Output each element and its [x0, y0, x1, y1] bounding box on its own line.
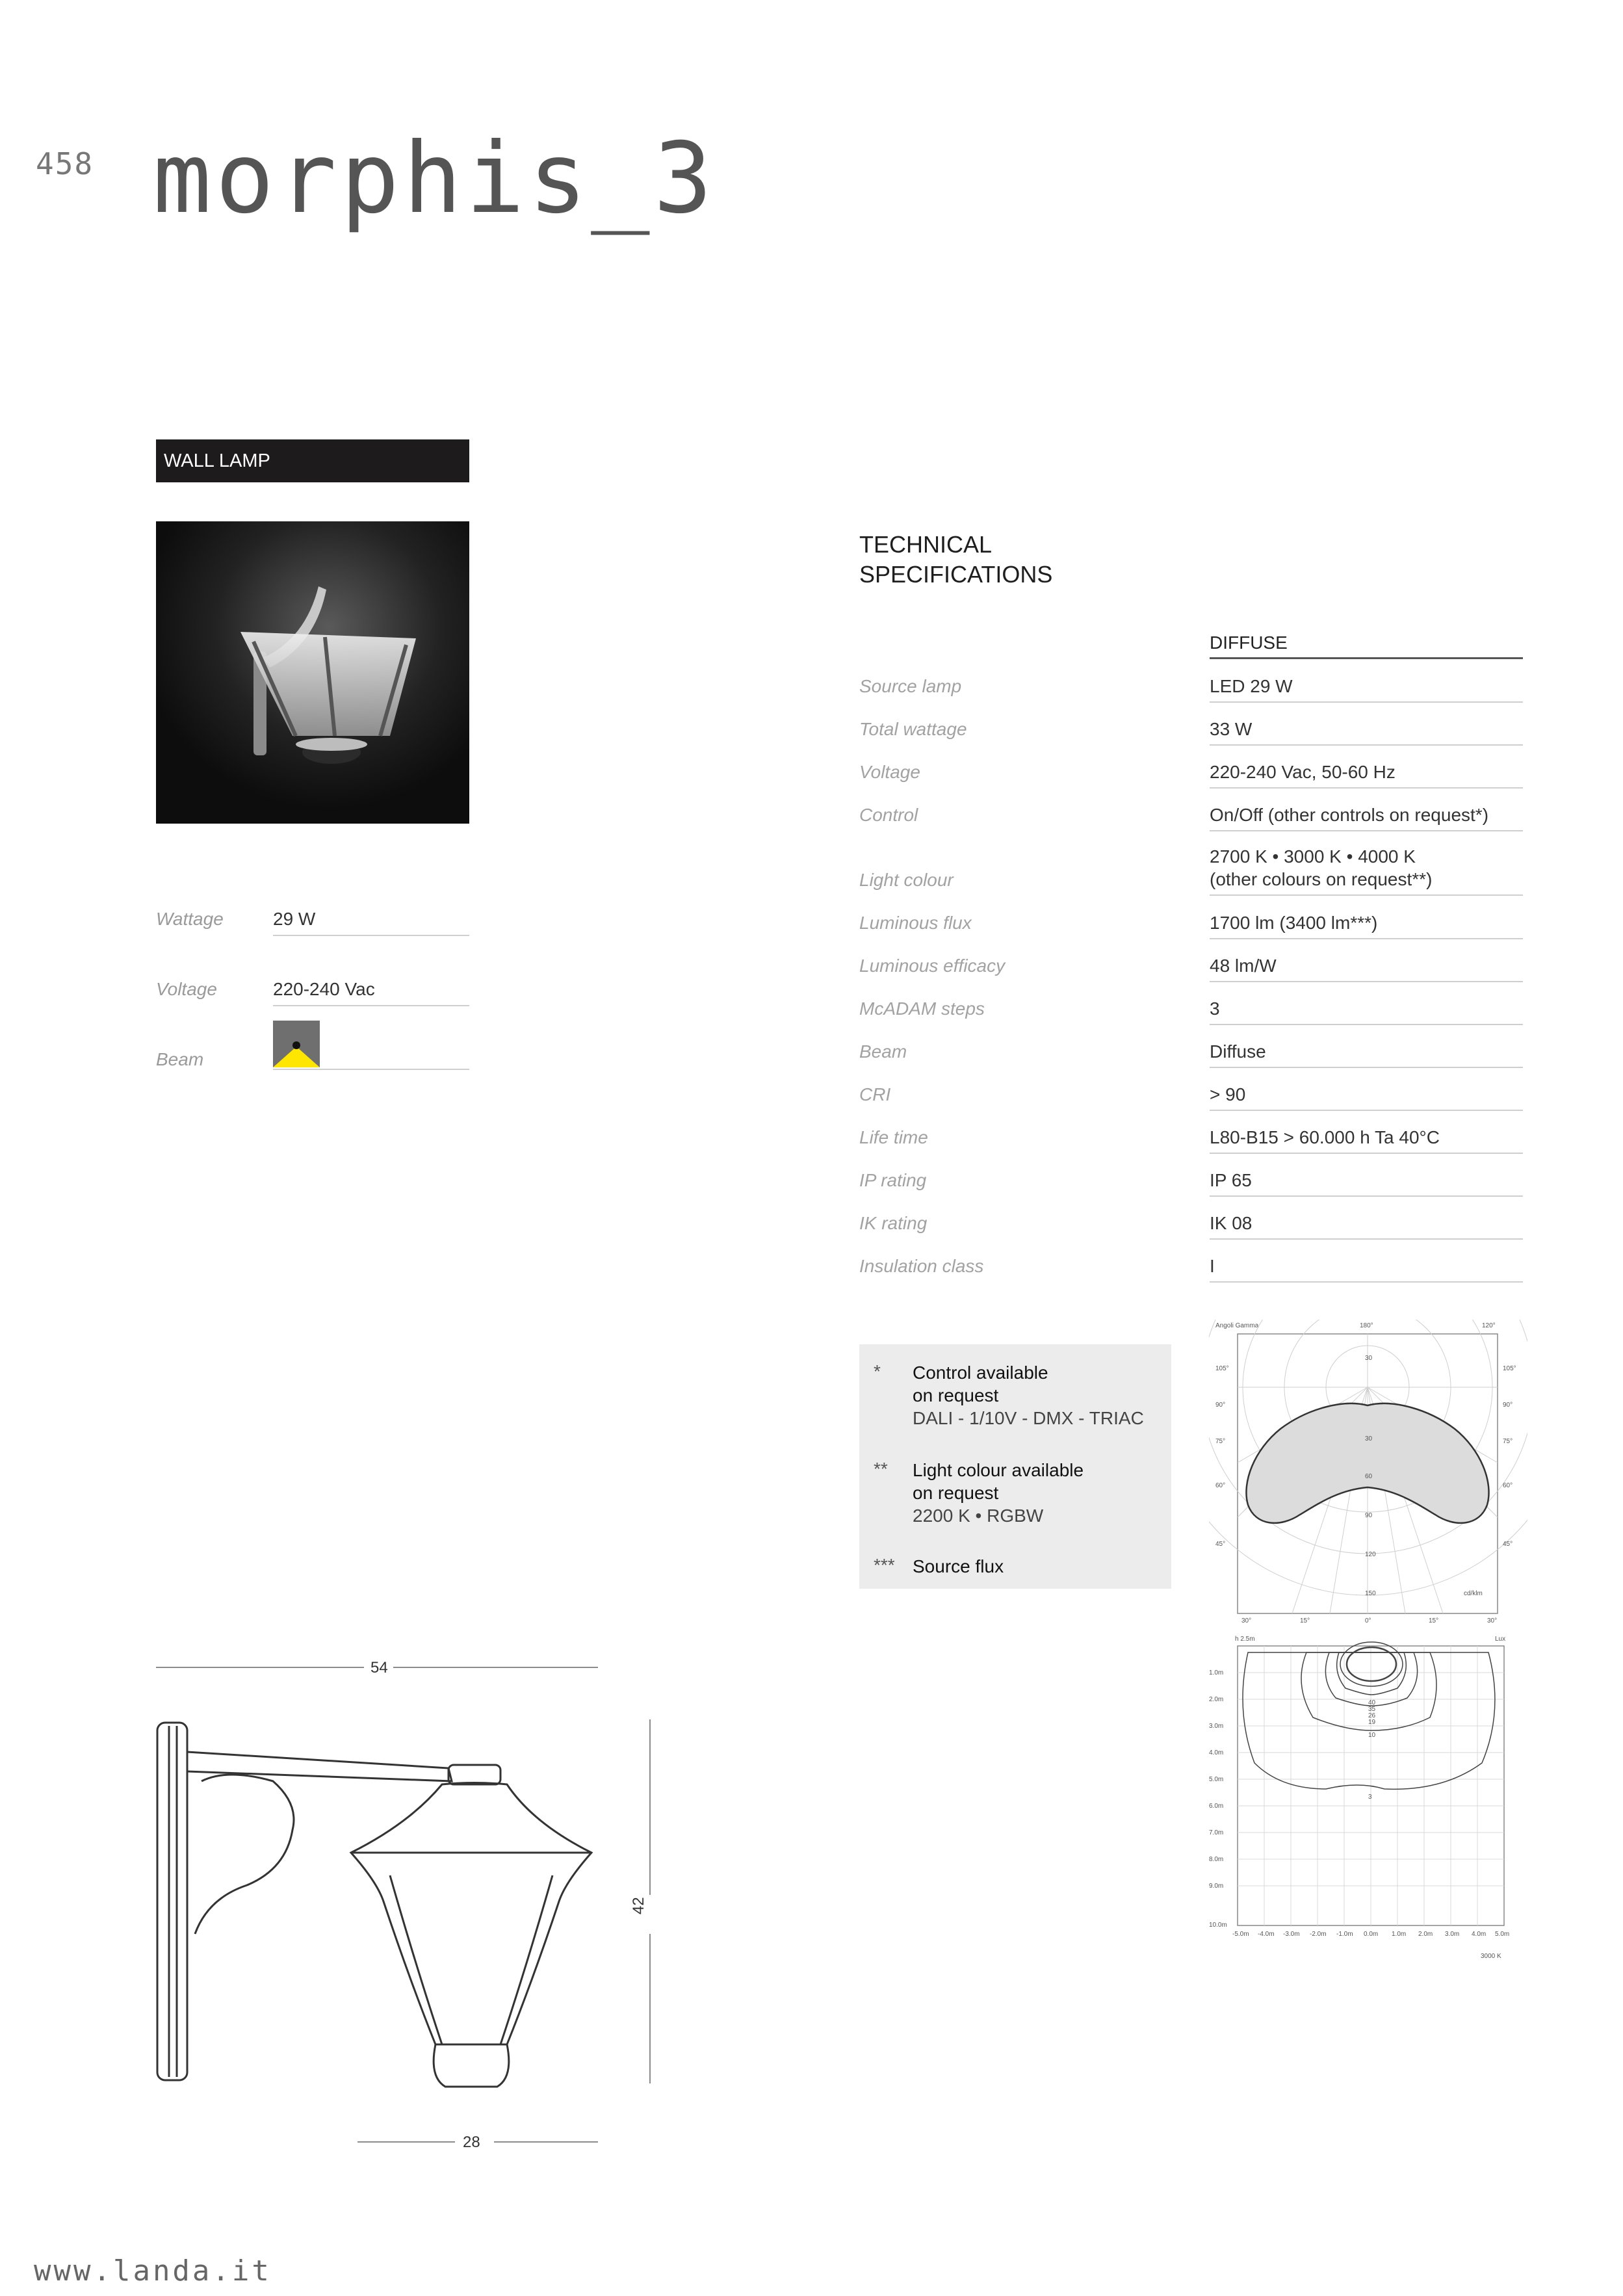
- polar-radial-value: 90: [1365, 1512, 1373, 1519]
- isolux-diagram: [1209, 1633, 1527, 1964]
- spec-value: IK 08: [1210, 1212, 1523, 1240]
- isolux-colour-temperature: 3000 K: [1481, 1953, 1501, 1960]
- isolux-contour-value: 35: [1368, 1706, 1376, 1713]
- polar-radial-value: 150: [1365, 1590, 1376, 1597]
- polar-angle-right: 105°: [1503, 1365, 1516, 1372]
- spec-value: IP 65: [1210, 1169, 1523, 1197]
- quick-spec-label-voltage: Voltage: [156, 979, 217, 999]
- spec-label: Voltage: [859, 762, 920, 782]
- spec-value: 220-240 Vac, 50-60 Hz: [1210, 761, 1523, 789]
- footnote-title: Light colour available: [913, 1460, 1084, 1480]
- spec-label: Control: [859, 805, 918, 825]
- isolux-y-label: 7.0m: [1209, 1829, 1224, 1836]
- isolux-x-label: 2.0m: [1418, 1931, 1433, 1938]
- product-photo: [156, 521, 469, 824]
- polar-angle-right: 45°: [1503, 1541, 1513, 1548]
- polar-radial-value: 30: [1365, 1435, 1373, 1442]
- website-url[interactable]: www.landa.it: [34, 2254, 272, 2288]
- page-number: 458: [36, 146, 94, 181]
- height-dimension-label: 42: [630, 1897, 647, 1914]
- isolux-y-label: 1.0m: [1209, 1669, 1224, 1676]
- footnote-mark: *: [874, 1361, 881, 1381]
- lamp-outline: [157, 1723, 591, 2087]
- spec-label: McADAM steps: [859, 998, 985, 1019]
- isolux-y-label: 9.0m: [1209, 1883, 1224, 1890]
- polar-photometric-diagram: [1209, 1320, 1527, 1625]
- quick-spec-value-beam: [273, 1021, 469, 1070]
- diffuse-beam-icon: [273, 1021, 320, 1067]
- footnote-detail: 2200 K • RGBW: [913, 1506, 1044, 1526]
- isolux-y-label: 5.0m: [1209, 1776, 1224, 1783]
- footnote-title: Source flux: [913, 1556, 1004, 1576]
- spec-label: Light colour: [859, 870, 954, 890]
- spec-label: Luminous efficacy: [859, 956, 1006, 976]
- heading-line-2: SPECIFICATIONS: [859, 561, 1053, 588]
- isolux-contour-value: 26: [1368, 1712, 1376, 1719]
- spec-label: Luminous flux: [859, 913, 972, 933]
- footnote-title: on request: [913, 1483, 999, 1503]
- spec-label: Insulation class: [859, 1256, 984, 1276]
- isolux-contour-value: 40: [1368, 1699, 1376, 1706]
- spec-value: > 90: [1210, 1083, 1523, 1111]
- spec-value: LED 29 W: [1210, 675, 1523, 703]
- isolux-x-label: 5.0m: [1495, 1931, 1510, 1938]
- quick-spec-value-voltage: 220-240 Vac: [273, 979, 469, 1006]
- width-dimension-label: 54: [370, 1659, 388, 1676]
- spec-value-line-1: 2700 K • 3000 K • 4000 K: [1210, 846, 1416, 867]
- isolux-y-label: 2.0m: [1209, 1696, 1224, 1703]
- isolux-contour-value: 10: [1368, 1732, 1376, 1739]
- spec-value: 33 W: [1210, 718, 1523, 746]
- spec-value: 48 lm/W: [1210, 954, 1523, 982]
- isolux-y-label: 4.0m: [1209, 1749, 1224, 1756]
- isolux-x-label: -4.0m: [1258, 1931, 1275, 1938]
- polar-bottom-angle: 0°: [1365, 1617, 1371, 1624]
- polar-header-left: Angoli Gamma: [1215, 1322, 1259, 1329]
- isolux-x-label: 0.0m: [1364, 1931, 1379, 1938]
- polar-radial-value: 120: [1365, 1551, 1376, 1558]
- isolux-x-label: -1.0m: [1336, 1931, 1353, 1938]
- isolux-x-label: -3.0m: [1283, 1931, 1300, 1938]
- polar-angle-left: 75°: [1215, 1438, 1226, 1445]
- polar-header-right: 120°: [1482, 1322, 1496, 1329]
- polar-radial-value: 60: [1365, 1473, 1373, 1480]
- polar-bottom-angle: 15°: [1429, 1617, 1439, 1624]
- isolux-y-label: 8.0m: [1209, 1856, 1224, 1863]
- spec-value: I: [1210, 1255, 1523, 1283]
- isolux-y-label: 3.0m: [1209, 1723, 1224, 1730]
- spec-value: 1700 lm (3400 lm***): [1210, 911, 1523, 939]
- lamp-photo-image: [156, 521, 469, 824]
- isolux-contour-value: 19: [1368, 1719, 1376, 1726]
- polar-angle-right: 60°: [1503, 1482, 1513, 1489]
- spec-label: IP rating: [859, 1170, 927, 1190]
- isolux-x-label: 1.0m: [1392, 1931, 1407, 1938]
- polar-header-top: 180°: [1360, 1322, 1373, 1329]
- footnote-title: Control available: [913, 1363, 1048, 1383]
- polar-bottom-angle: 30°: [1487, 1617, 1498, 1624]
- footnote-mark: ***: [874, 1555, 895, 1575]
- polar-angle-left: 105°: [1215, 1365, 1229, 1372]
- spec-value-line-2: (other colours on request**): [1210, 869, 1433, 889]
- base-width-dimension-label: 28: [463, 2133, 480, 2151]
- spec-value: 3: [1210, 997, 1523, 1025]
- product-title: morphis_3: [153, 122, 716, 235]
- isolux-contour-value: 3: [1368, 1794, 1372, 1801]
- polar-bottom-angle: 30°: [1241, 1617, 1252, 1624]
- technical-specifications-heading: [859, 530, 1052, 590]
- isolux-x-label: 3.0m: [1445, 1931, 1460, 1938]
- category-label: WALL LAMP: [156, 439, 469, 482]
- isolux-y-label: 10.0m: [1209, 1922, 1227, 1929]
- footnotes-box: [859, 1344, 1171, 1589]
- spec-value: On/Off (other controls on request*): [1210, 803, 1523, 831]
- isolux-header-right: Lux: [1495, 1636, 1506, 1643]
- polar-angle-right: 90°: [1503, 1402, 1513, 1409]
- spec-column-header: DIFFUSE: [1210, 633, 1523, 659]
- isolux-header-left: h 2.5m: [1235, 1636, 1255, 1643]
- spec-label: Total wattage: [859, 719, 967, 739]
- polar-angle-left: 90°: [1215, 1402, 1226, 1409]
- spec-value-light-colour: [1210, 845, 1523, 896]
- footnote-detail: DALI - 1/10V - DMX - TRIAC: [913, 1408, 1144, 1428]
- polar-bottom-angle: 15°: [1300, 1617, 1310, 1624]
- dimension-drawing: [143, 1654, 676, 2161]
- isolux-x-label: 4.0m: [1472, 1931, 1487, 1938]
- spec-label: IK rating: [859, 1213, 928, 1233]
- polar-angle-left: 45°: [1215, 1541, 1226, 1548]
- spec-label: Life time: [859, 1127, 928, 1147]
- isolux-y-label: 6.0m: [1209, 1803, 1224, 1810]
- footnote-mark: **: [874, 1459, 888, 1479]
- quick-spec-value-wattage: 29 W: [273, 909, 469, 936]
- quick-spec-label-beam: Beam: [156, 1049, 204, 1069]
- spec-value: L80-B15 > 60.000 h Ta 40°C: [1210, 1126, 1523, 1154]
- isolux-x-label: -5.0m: [1232, 1931, 1249, 1938]
- spec-value: Diffuse: [1210, 1040, 1523, 1068]
- polar-radial-value: 30: [1365, 1355, 1373, 1362]
- polar-angle-right: 75°: [1503, 1438, 1513, 1445]
- heading-line-1: TECHNICAL: [859, 531, 993, 558]
- isolux-x-label: -2.0m: [1310, 1931, 1327, 1938]
- spec-label: Source lamp: [859, 676, 962, 696]
- spec-label: Beam: [859, 1041, 907, 1062]
- footnote-title: on request: [913, 1385, 999, 1405]
- quick-spec-label-wattage: Wattage: [156, 909, 224, 929]
- polar-unit: cd/klm: [1464, 1590, 1483, 1597]
- spec-label: CRI: [859, 1084, 891, 1104]
- polar-angle-left: 60°: [1215, 1482, 1226, 1489]
